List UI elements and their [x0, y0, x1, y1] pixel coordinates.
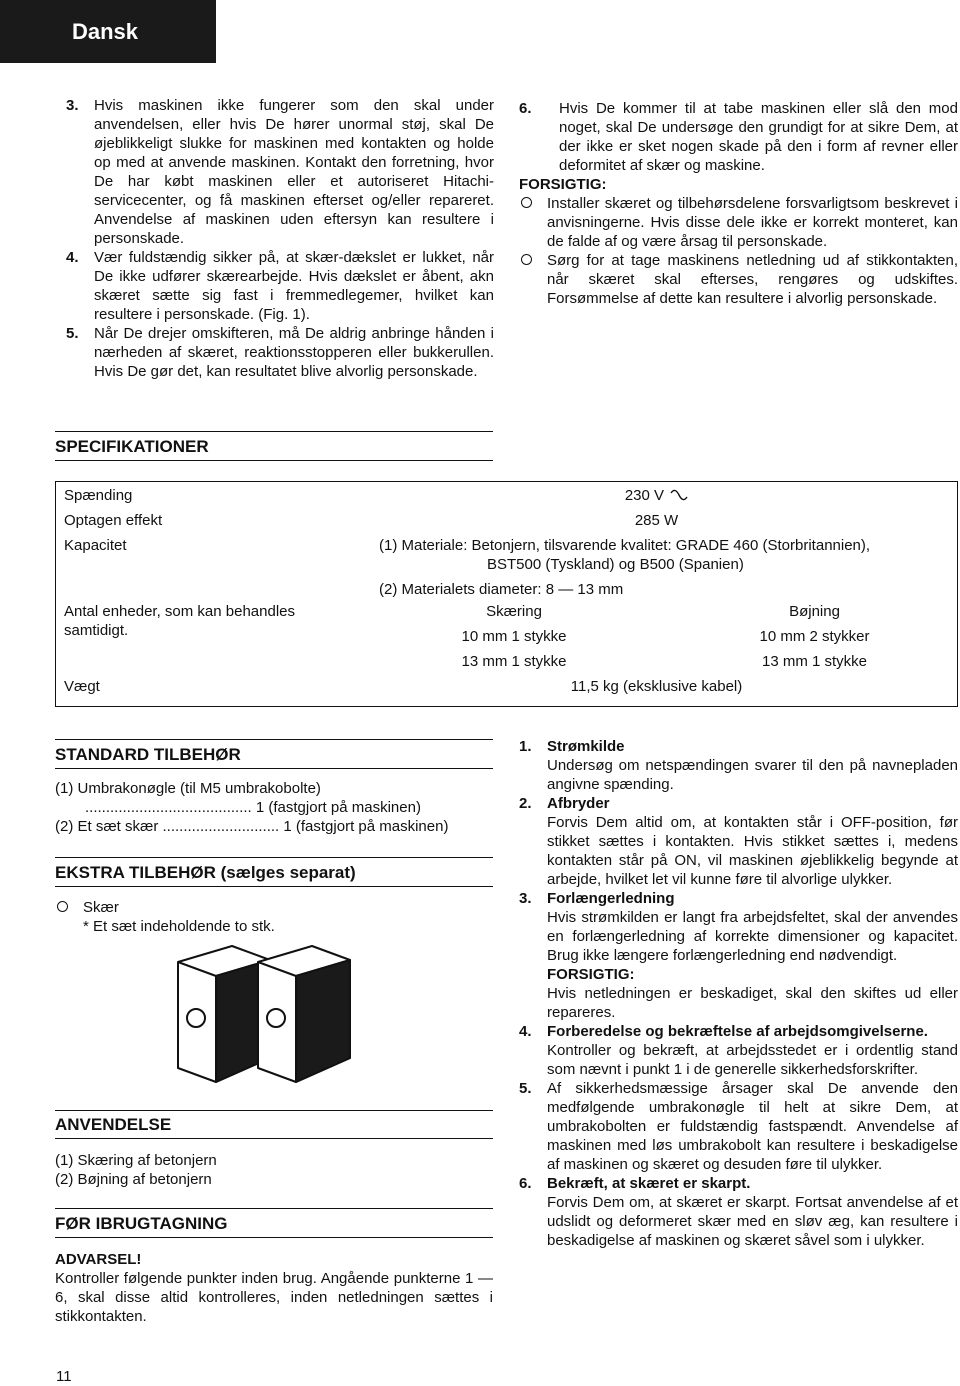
check-number: 5. [519, 1080, 532, 1097]
item-text: Vær fuldstændig sikker på, at skær-dækslet er lukket, når De ikke udfører skærearbejde. Hvis dækslet er åbent, akn skæret sætte sig fast i fremmedlegemer, hvilket kan resultere i personskade. (Fig. 1). [94, 249, 494, 323]
language-tab: Dansk [0, 0, 216, 63]
heading-rule-bottom [55, 768, 493, 769]
check-item [519, 1022, 958, 1079]
check-item [519, 889, 958, 1022]
check-text: Forvis Dem om, at skæret er skarpt. Fortsat anvendelse af et udslidt og deformeret skær med en sløv æg, kan resultere i beskadigelse af maskinen og skæret såvel som i ulykker. [547, 1194, 958, 1249]
check-text: Kontroller og bekræft, at arbejdsstedet er i ordentlig stand som nævnt i punkt 1 i de generelle sikkerhedsforskrifter. [547, 1042, 958, 1078]
check-number: 3. [519, 890, 532, 907]
table-row [56, 511, 958, 536]
standard-accessories-heading: STANDARD TILBEHØR [55, 745, 241, 764]
safety-item-6 [519, 99, 958, 175]
specifications-heading: SPECIFIKATIONER [55, 437, 209, 456]
item-text: Hvis maskinen ikke fungerer som den skal under anvendelsen, eller hvis De hører unormal støj, skal De øjeblikkeligt slukke for maskinen med kontakten og holde op med at anvende maskinen. Kontakt den forretning, hvor De har købt maskinen eller et autoriseret Hitachi-servicecenter, og få maskinen efterset og/eller repareret. Anvendelse af maskinen uden eftersyn kan resultere i personskade. [94, 97, 494, 247]
accessory-line-1b: ........................................ 1 (fastgjort på maskinen) [85, 799, 421, 816]
voltage-value: 230 V [624, 487, 665, 504]
cutter-block-icon [178, 946, 270, 1082]
check-item [519, 1079, 958, 1174]
check-text: Af sikkerhedsmæssige årsager skal De anvende den medfølgende umbrakonøgle til helt at sikre Dem, at umbrakobolten er fuldstændig fastspændt. Anvendelse af maskinen med løs umbrakobolt kan resultere i beskadigelse af maskinen og skæret og desuden føre til ulykker. [547, 1080, 958, 1173]
safety-items-right [519, 99, 958, 308]
item-number: 6. [519, 100, 532, 117]
heading-rule-bottom [55, 1237, 493, 1238]
power-label: Optagen effekt [64, 512, 163, 529]
application-heading: ANVENDELSE [55, 1115, 172, 1134]
safety-item-5 [54, 324, 494, 381]
check-title: Strømkilde [547, 738, 625, 755]
capacity-line-1b: BST500 (Tyskland) og B500 (Spanien) [487, 556, 744, 573]
warning-text: Kontroller følgende punkter inden brug. Angående punkterne 1 — 6, skal disse altid kontrolleres, inden netledningen sættes i stikkontakten. [55, 1270, 493, 1325]
cut-13: 13 mm 1 stykke [461, 653, 567, 670]
cutter-blocks-illustration [170, 940, 360, 1100]
bullet-text: Installer skæret og tilbehørsdelene forsvarligtsom beskrevet i anvisningerne. Hvis disse dele ikke er korrekt monteret, kan de falde af og være årsag til personskade. [547, 195, 958, 250]
table-row [56, 599, 958, 627]
weight-value: 11,5 kg (eksklusive kabel) [570, 678, 743, 695]
heading-rule-top [55, 739, 493, 740]
table-row [56, 677, 958, 707]
table-row [56, 482, 958, 512]
application-list [55, 1151, 495, 1189]
heading-rule-top [55, 857, 493, 858]
check-title: Forberedelse og bekræftelse af arbejdsomgivelserne. [547, 1023, 928, 1040]
check-number: 2. [519, 795, 532, 812]
check-text: Forvis Dem altid om, at kontakten står i OFF-position, før stikket sættes i kontakten. Hvis stikket sættes i, medens kontakten står på ON, vil maskinen øjeblikkelig begynde at arbejde, hvilket let vil kunne føre til alvorlige ulykker. [547, 814, 958, 888]
specifications-table [55, 481, 958, 707]
safety-item-4 [54, 248, 494, 324]
capacity-value [356, 536, 958, 599]
check-number: 1. [519, 738, 532, 755]
check-title: Forlængerledning [547, 890, 675, 907]
item-text: Hvis De kommer til at tabe maskinen eller slå den mod noget, skal De undersøge den grundigt for at sikre Dem, at der ikke er sket nogen skade på den i form af revner eller deformitet af skær og maskine. [559, 100, 958, 174]
item-number: 5. [66, 325, 79, 342]
circle-bullet-icon [521, 254, 532, 265]
power-value: 285 W [634, 512, 679, 529]
check-title: Bekræft, at skæret er skarpt. [547, 1175, 751, 1192]
heading-rule-bottom [55, 1138, 493, 1139]
caution-text: Hvis netledningen er beskadiget, skal den skiftes ud eller repareres. [547, 985, 958, 1021]
cutter-block-icon [258, 946, 350, 1082]
extra-accessory-item [55, 898, 495, 917]
caution-label: FORSIGTIG: [519, 176, 607, 193]
accessory-note: * Et sæt indeholdende to stk. [83, 918, 275, 935]
caution-bullet-2 [519, 251, 958, 308]
page-number: 11 [56, 1368, 72, 1385]
bend-header: Bøjning [789, 603, 840, 620]
ac-wave-icon [670, 489, 688, 503]
item-number: 3. [66, 97, 79, 114]
circle-bullet-icon [57, 901, 68, 912]
heading-rule-bottom [55, 886, 493, 887]
check-item [519, 737, 958, 794]
units-label: Antal enheder, som kan behandles samtidigt. [64, 603, 295, 639]
safety-items-left [54, 96, 494, 381]
caution-label: FORSIGTIG: [547, 966, 635, 983]
before-use-heading: FØR IBRUGTAGNING [55, 1214, 228, 1233]
before-use-warning [55, 1250, 493, 1326]
capacity-line-1: (1) Materiale: Betonjern, tilsvarende kvalitet: GRADE 460 (Storbritannien), [379, 537, 871, 554]
voltage-cell [356, 482, 958, 512]
accessory-line-1: (1) Umbrakonøgle (til M5 umbrakobolte) [55, 780, 321, 797]
capacity-line-2: (2) Materialets diameter: 8 — 13 mm [379, 581, 624, 598]
heading-rule-top [55, 431, 493, 432]
voltage-label: Spænding [64, 487, 133, 504]
item-text: Når De drejer omskifteren, må De aldrig anbringe hånden i nærheden af skæret, reaktionsstopperen eller bukkerullen. Hvis De gør det, kan resultatet blive alvorlig personskade. [94, 325, 494, 380]
bend-13: 13 mm 1 stykke [761, 653, 868, 670]
table-row [56, 536, 958, 599]
cut-header: Skæring [486, 603, 542, 620]
heading-rule-top [55, 1208, 493, 1209]
extra-accessories-list [55, 898, 495, 936]
accessory-name: Skær [83, 899, 119, 916]
application-line-2: (2) Bøjning af betonjern [55, 1171, 212, 1188]
check-item [519, 794, 958, 889]
heading-rule-top [55, 1110, 493, 1111]
application-line-1: (1) Skæring af betonjern [55, 1152, 217, 1169]
warning-label: ADVARSEL! [55, 1251, 142, 1268]
check-item [519, 1174, 958, 1250]
safety-item-3 [54, 96, 494, 248]
heading-rule-bottom [55, 460, 493, 461]
circle-bullet-icon [521, 197, 532, 208]
capacity-label: Kapacitet [64, 537, 127, 554]
weight-label: Vægt [64, 678, 100, 695]
caution-bullet-1 [519, 194, 958, 251]
bullet-text: Sørg for at tage maskinens netledning ud af stikkontakten, når skæret skal efterses, rengøres og udskiftes. Forsømmelse af dette kan resultere i alvorlig personskade. [547, 252, 958, 307]
check-text: Undersøg om netspændingen svarer til den på navnepladen angivne spænding. [547, 757, 958, 793]
checks-list [519, 737, 958, 1250]
check-text: Hvis strømkilden er langt fra arbejdsfeltet, skal der anvendes en forlængerledning af korrekte dimensioner og kapacitet. Brug ikke længere forlængerledning end nødvendigt. [547, 909, 958, 964]
item-number: 4. [66, 249, 79, 266]
standard-accessories-list [55, 779, 495, 836]
extra-accessories-heading: EKSTRA TILBEHØR (sælges separat) [55, 863, 356, 882]
check-number: 4. [519, 1023, 532, 1040]
check-number: 6. [519, 1175, 532, 1192]
check-title: Afbryder [547, 795, 610, 812]
bend-10: 10 mm 2 stykker [759, 628, 870, 645]
cut-10: 10 mm 1 stykke [461, 628, 567, 645]
accessory-line-2: (2) Et sæt skær ............................ 1 (fastgjort på maskinen) [55, 818, 449, 835]
